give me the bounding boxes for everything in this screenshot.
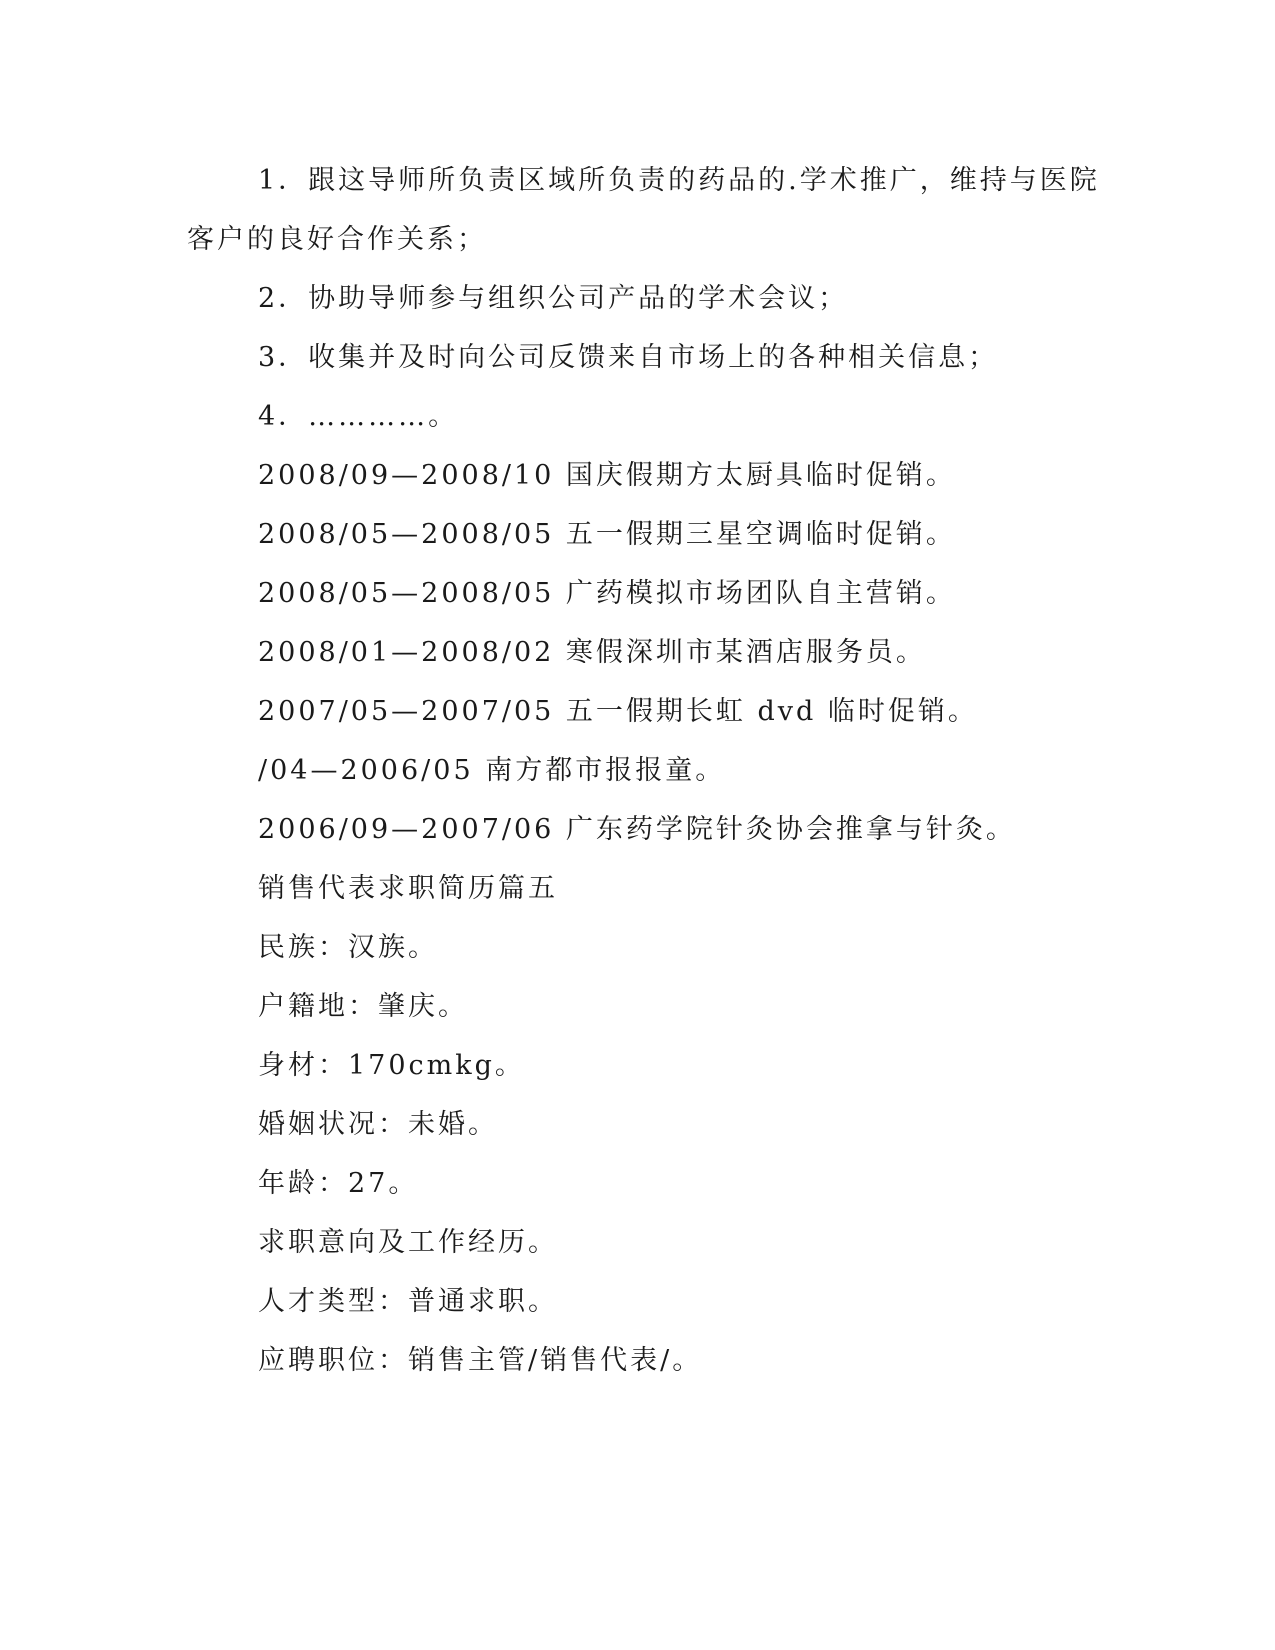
paragraph-line: 年龄：27。 bbox=[258, 1168, 419, 1199]
paragraph-line: 婚姻状况：未婚。 bbox=[258, 1109, 498, 1140]
paragraph-line: 求职意向及工作经历。 bbox=[258, 1227, 558, 1258]
paragraph-line: 2008/05—2008/05 广药模拟市场团队自主营销。 bbox=[258, 578, 956, 609]
paragraph-line: 2006/09—2007/06 广东药学院针灸协会推拿与针灸。 bbox=[258, 814, 1016, 845]
paragraph-line: 1．跟这导师所负责区域所负责的药品的.学术推广，维持与医院 bbox=[258, 165, 1100, 196]
paragraph-line: 客户的良好合作关系； bbox=[187, 224, 487, 255]
paragraph-line: 4．…………。 bbox=[258, 401, 459, 432]
paragraph-line: 2．协助导师参与组织公司产品的学术会议； bbox=[258, 283, 849, 314]
paragraph-line: 身材：170cmkg。 bbox=[258, 1050, 525, 1081]
paragraph-line: /04—2006/05 南方都市报报童。 bbox=[258, 755, 726, 786]
paragraph-line: 2008/05—2008/05 五一假期三星空调临时促销。 bbox=[258, 519, 956, 550]
paragraph-line: 2008/01—2008/02 寒假深圳市某酒店服务员。 bbox=[258, 637, 926, 668]
section-heading: 销售代表求职简历篇五 bbox=[258, 873, 558, 904]
paragraph-line: 3．收集并及时向公司反馈来自市场上的各种相关信息； bbox=[258, 342, 999, 373]
paragraph-line: 民族：汉族。 bbox=[258, 932, 438, 963]
paragraph-line: 2007/05—2007/05 五一假期长虹 dvd 临时促销。 bbox=[258, 696, 978, 727]
paragraph-line: 人才类型：普通求职。 bbox=[258, 1286, 558, 1317]
paragraph-line: 应聘职位：销售主管/销售代表/。 bbox=[258, 1345, 703, 1376]
paragraph-line: 2008/09—2008/10 国庆假期方太厨具临时促销。 bbox=[258, 460, 956, 491]
paragraph-line: 户籍地：肇庆。 bbox=[258, 991, 468, 1022]
